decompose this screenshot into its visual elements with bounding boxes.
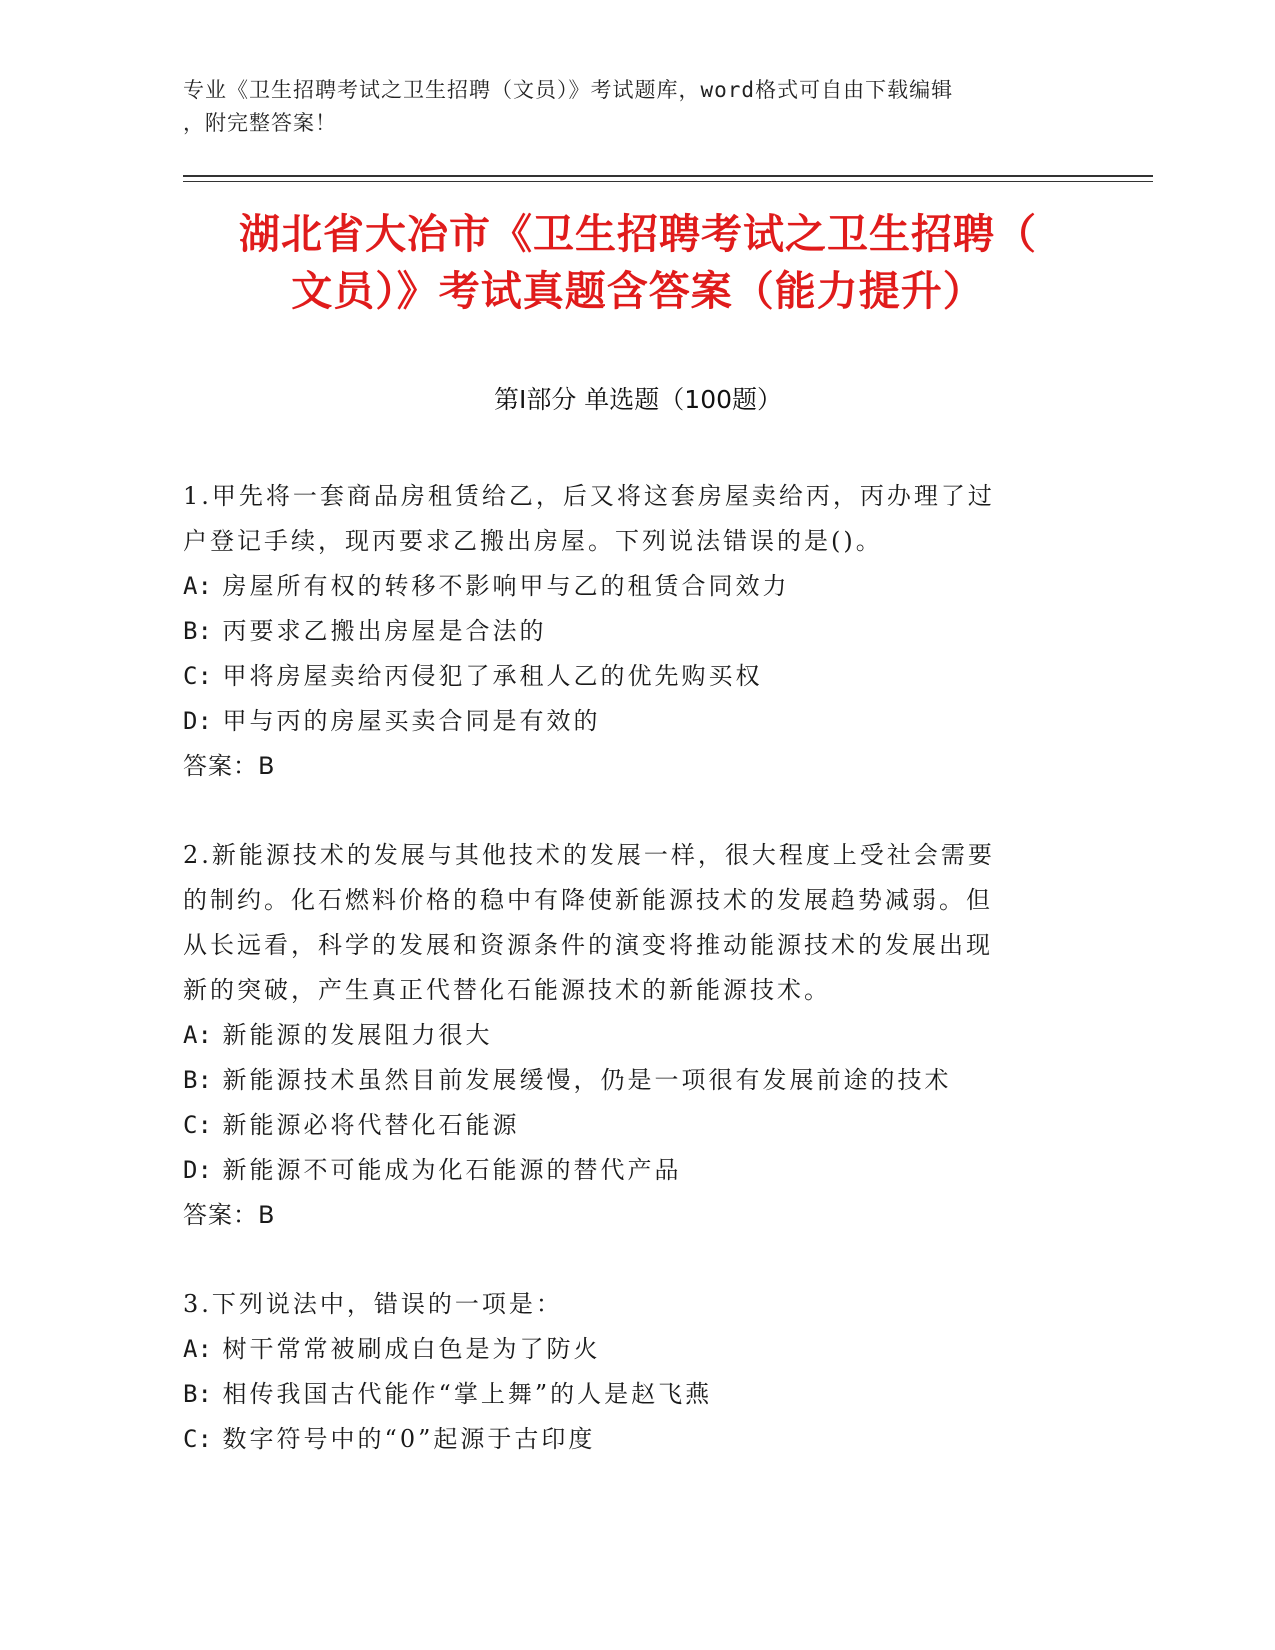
option-letter: D:: [183, 1156, 212, 1184]
option-text: 新能源的发展阻力很大: [222, 1021, 493, 1049]
option-letter: A:: [183, 1335, 212, 1363]
option-text: 丙要求乙搬出房屋是合法的: [222, 617, 547, 645]
option-letter: D:: [183, 707, 212, 735]
question-stem-line: 从长远看，科学的发展和资源条件的演变将推动能源技术的发展出现: [183, 931, 993, 959]
question-stem-line: 2.新能源技术的发展与其他技术的发展一样，很大程度上受社会需要: [183, 841, 995, 869]
document-title: [183, 206, 1093, 320]
option-letter: A:: [183, 572, 212, 600]
question-option: [183, 1058, 1073, 1103]
question-option: [183, 609, 1073, 654]
option-text: 相传我国古代能作“掌上舞”的人是赵飞燕: [222, 1380, 713, 1408]
question-stem-line: 户登记手续，现丙要求乙搬出房屋。下列说法错误的是()。: [183, 527, 883, 555]
question-option: [183, 1013, 1073, 1058]
question-option: [183, 1417, 1073, 1462]
option-letter: C:: [183, 1425, 212, 1453]
option-letter: C:: [183, 662, 212, 690]
question-item: [183, 833, 1073, 1238]
header-divider-thick: [183, 175, 1153, 177]
option-text: 新能源不可能成为化石能源的替代产品: [222, 1156, 682, 1184]
question-option: [183, 1372, 1073, 1417]
option-letter: A:: [183, 1021, 212, 1049]
question-item: [183, 1282, 1073, 1462]
option-letter: B:: [183, 1380, 212, 1408]
question-option: [183, 1103, 1073, 1148]
document-title-line: 湖北省大冶市《卫生招聘考试之卫生招聘（: [239, 210, 1037, 258]
document-title-line: 文员）》考试真题含答案（能力提升）: [291, 267, 985, 315]
question-item: [183, 474, 1073, 789]
question-answer: 答案：B: [183, 752, 276, 780]
question-option: [183, 564, 1073, 609]
option-text: 新能源技术虽然目前发展缓慢，仍是一项很有发展前途的技术: [222, 1066, 952, 1094]
question-stem-line: 3.下列说法中，错误的一项是：: [183, 1290, 563, 1318]
option-text: 甲与丙的房屋买卖合同是有效的: [222, 707, 601, 735]
option-text: 数字符号中的“0”起源于古印度: [222, 1425, 596, 1453]
option-letter: B:: [183, 1066, 212, 1094]
question-stem-line: 1.甲先将一套商品房租赁给乙，后又将这套房屋卖给丙，丙办理了过: [183, 482, 995, 510]
option-text: 甲将房屋卖给丙侵犯了承租人乙的优先购买权: [222, 662, 763, 690]
option-letter: C:: [183, 1111, 212, 1139]
option-text: 树干常常被刷成白色是为了防火: [222, 1335, 601, 1363]
header-divider-thin: [183, 181, 1153, 182]
header-note-line: ，附完整答案！: [183, 111, 337, 135]
question-list: [183, 474, 1073, 1506]
option-text: 房屋所有权的转移不影响甲与乙的租赁合同效力: [222, 572, 790, 600]
question-option: [183, 699, 1073, 744]
header-note-line: 专业《卫生招聘考试之卫生招聘（文员）》考试题库，word格式可自由下载编辑: [183, 78, 954, 102]
option-letter: B:: [183, 617, 212, 645]
header-note: [183, 74, 1063, 140]
question-answer: 答案：B: [183, 1201, 276, 1229]
question-stem-line: 新的突破，产生真正代替化石能源技术的新能源技术。: [183, 976, 831, 1004]
question-option: [183, 1148, 1073, 1193]
question-stem-line: 的制约。化石燃料价格的稳中有降使新能源技术的发展趋势减弱。但: [183, 886, 993, 914]
section-heading: 第Ⅰ部分 单选题（100题）: [493, 385, 783, 414]
question-option: [183, 1327, 1073, 1372]
option-text: 新能源必将代替化石能源: [222, 1111, 520, 1139]
question-option: [183, 654, 1073, 699]
